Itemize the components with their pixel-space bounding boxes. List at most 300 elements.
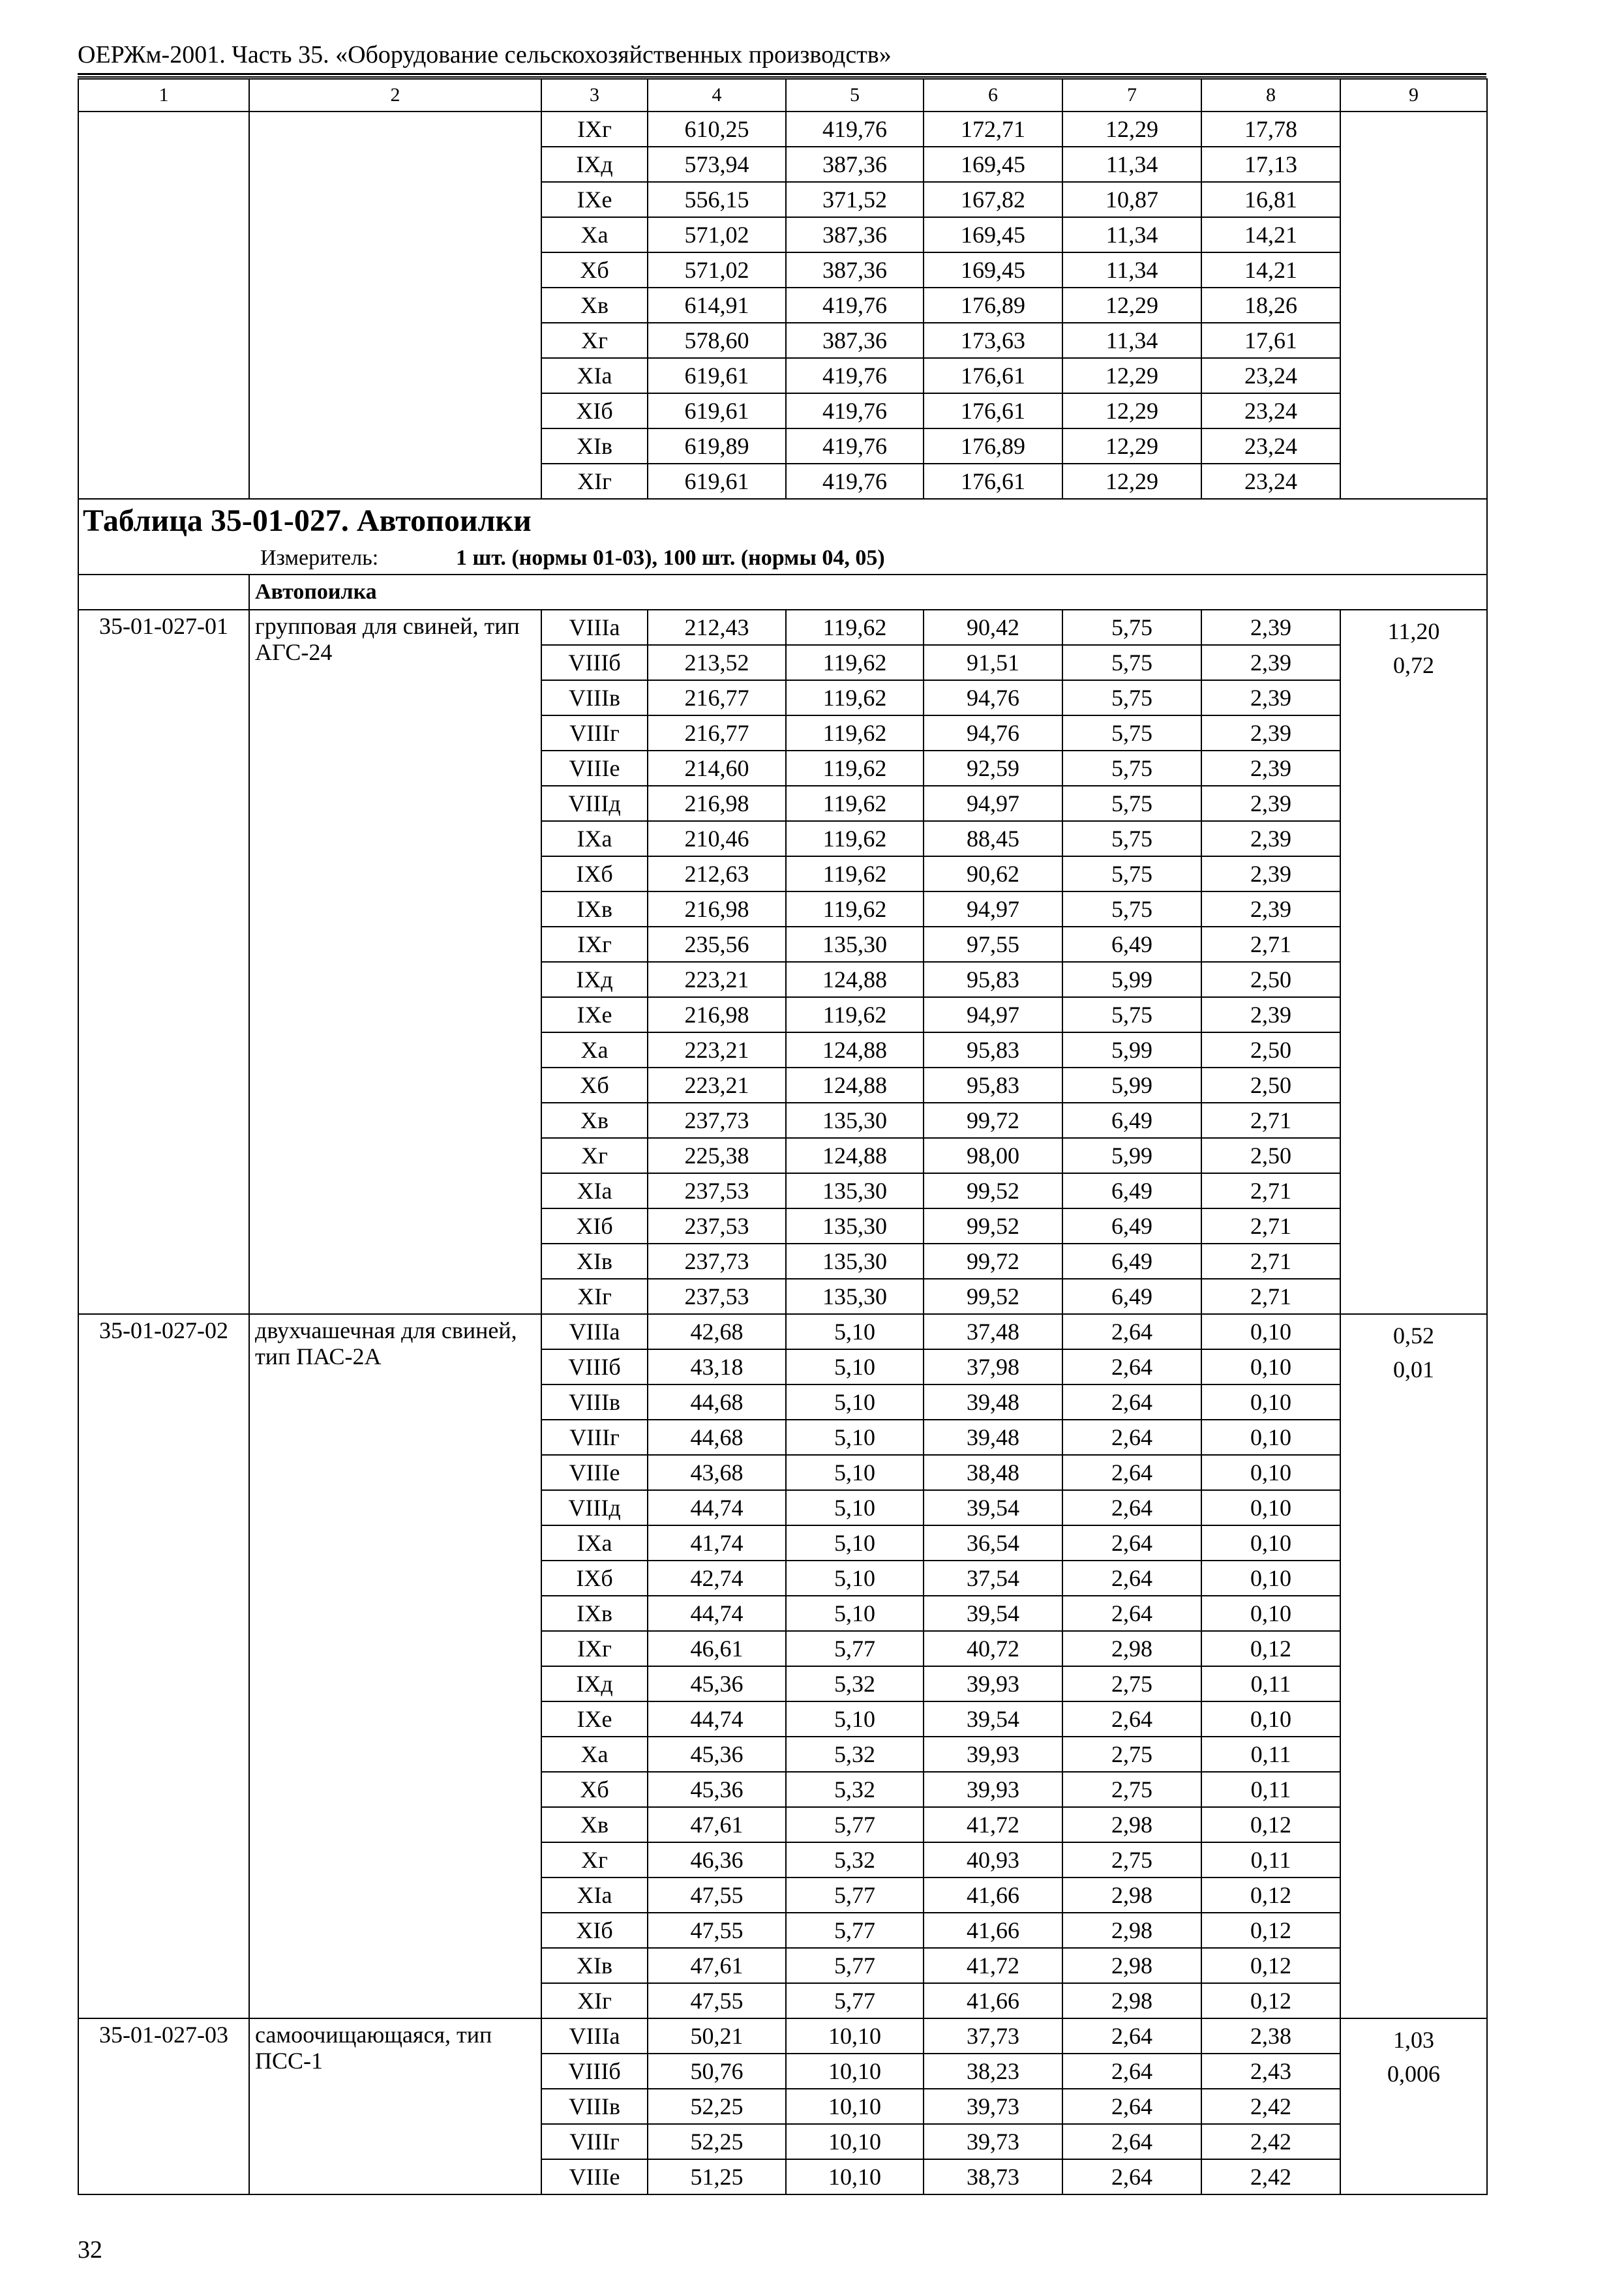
table-cell: 2,64 <box>1062 1420 1201 1455</box>
table-cell: Xа <box>541 1032 648 1068</box>
table-cell: XIб <box>541 1208 648 1244</box>
table-cell: VIIIг <box>541 2124 648 2159</box>
table-cell: 2,39 <box>1201 997 1340 1032</box>
table-cell: 2,71 <box>1201 1244 1340 1279</box>
table-cell: 212,63 <box>648 856 786 891</box>
table-cell: 37,73 <box>924 2018 1062 2054</box>
table-cell: 0,10 <box>1201 1490 1340 1525</box>
table-cell: 6,49 <box>1062 1103 1201 1138</box>
table-cell: 0,10 <box>1201 1525 1340 1561</box>
table-cell: 5,75 <box>1062 680 1201 715</box>
table-cell: 5,10 <box>786 1314 924 1349</box>
table-cell: 169,45 <box>924 217 1062 252</box>
norm-name: двухчашечная для свиней, тип ПАС-2А <box>249 1314 541 2018</box>
norms-table <box>78 78 1488 2195</box>
table-cell: 50,76 <box>648 2054 786 2089</box>
table-cell: 12,29 <box>1062 112 1201 147</box>
table-cell: 172,71 <box>924 112 1062 147</box>
table-cell: 119,62 <box>786 821 924 856</box>
table-cell: VIIIв <box>541 1384 648 1420</box>
table-cell: 6,49 <box>1062 1173 1201 1208</box>
table-cell: 37,54 <box>924 1561 1062 1596</box>
table-cell: 10,10 <box>786 2124 924 2159</box>
table-cell: 0,12 <box>1201 1913 1340 1948</box>
table-cell: 50,21 <box>648 2018 786 2054</box>
norm-name: самоочищающаяся, тип ПСС-1 <box>249 2018 541 2194</box>
table-cell: 40,72 <box>924 1631 1062 1666</box>
table-cell: 17,61 <box>1201 323 1340 358</box>
table-cell: 571,02 <box>648 217 786 252</box>
table-cell: 2,39 <box>1201 891 1340 927</box>
table-cell: 36,54 <box>924 1525 1062 1561</box>
table-cell: 5,77 <box>786 1631 924 1666</box>
table-cell: 2,98 <box>1062 1807 1201 1842</box>
table-cell: 2,39 <box>1201 751 1340 786</box>
table-cell: 5,99 <box>1062 962 1201 997</box>
table-cell: 571,02 <box>648 252 786 288</box>
table-cell: 39,93 <box>924 1772 1062 1807</box>
table-cell: 2,64 <box>1062 1314 1201 1349</box>
table-cell: IXе <box>541 1701 648 1737</box>
table-cell: 90,62 <box>924 856 1062 891</box>
table-cell: 2,64 <box>1062 2054 1201 2089</box>
table-cell: IXд <box>541 147 648 182</box>
table-cell: 99,52 <box>924 1208 1062 1244</box>
table-cell: XIг <box>541 1983 648 2018</box>
table-cell: VIIIд <box>541 786 648 821</box>
table-cell: 95,83 <box>924 1068 1062 1103</box>
norm-col9-value-a: 0,52 <box>1393 1323 1434 1349</box>
table-cell: 14,21 <box>1201 252 1340 288</box>
table-cell: 5,32 <box>786 1737 924 1772</box>
table-cell: 0,10 <box>1201 1349 1340 1384</box>
continuation-col9 <box>1340 112 1487 499</box>
table-cell: 40,93 <box>924 1842 1062 1878</box>
norm-col9-value-a: 1,03 <box>1393 2027 1434 2053</box>
table-cell: 39,73 <box>924 2124 1062 2159</box>
table-cell: IXе <box>541 182 648 217</box>
meter-row <box>78 543 1487 575</box>
table-cell: 98,00 <box>924 1138 1062 1173</box>
table-cell: IXг <box>541 1631 648 1666</box>
section-label: Автопоилка <box>249 575 1487 610</box>
table-cell: VIIIа <box>541 1314 648 1349</box>
norm-col9 <box>1340 1314 1487 2018</box>
table-cell: IXв <box>541 1596 648 1631</box>
table-cell: 0,12 <box>1201 1983 1340 2018</box>
table-cell: Xг <box>541 1842 648 1878</box>
table-cell: 23,24 <box>1201 393 1340 428</box>
table-cell: IXа <box>541 1525 648 1561</box>
table-cell: 173,63 <box>924 323 1062 358</box>
table-cell: 0,11 <box>1201 1772 1340 1807</box>
table-cell: 619,61 <box>648 393 786 428</box>
table-cell: VIIIв <box>541 2089 648 2124</box>
table-cell: 5,10 <box>786 1455 924 1490</box>
table-cell: 2,64 <box>1062 1349 1201 1384</box>
table-cell: VIIIе <box>541 751 648 786</box>
table-cell: VIIIа <box>541 2018 648 2054</box>
table-cell: 578,60 <box>648 323 786 358</box>
table-cell: 10,10 <box>786 2159 924 2194</box>
table-cell: 47,61 <box>648 1948 786 1983</box>
table-cell: Xб <box>541 252 648 288</box>
table-cell: 99,52 <box>924 1173 1062 1208</box>
table-cell: 176,61 <box>924 464 1062 499</box>
table-cell: 2,75 <box>1062 1737 1201 1772</box>
table-cell: VIIIв <box>541 680 648 715</box>
table-cell: 5,75 <box>1062 715 1201 751</box>
column-number: 6 <box>924 79 1062 112</box>
table-cell: 10,10 <box>786 2018 924 2054</box>
table-cell: 124,88 <box>786 1138 924 1173</box>
table-cell: 2,64 <box>1062 1701 1201 1737</box>
table-cell: 17,78 <box>1201 112 1340 147</box>
table-cell: 387,36 <box>786 323 924 358</box>
table-cell: 45,36 <box>648 1737 786 1772</box>
table-cell: 44,74 <box>648 1596 786 1631</box>
table-cell: 23,24 <box>1201 358 1340 393</box>
table-cell: 0,12 <box>1201 1807 1340 1842</box>
table-cell: 2,64 <box>1062 2089 1201 2124</box>
table-cell: 135,30 <box>786 927 924 962</box>
table-cell: 47,61 <box>648 1807 786 1842</box>
table-cell: 2,98 <box>1062 1913 1201 1948</box>
table-cell: 94,97 <box>924 891 1062 927</box>
table-cell: VIIIд <box>541 1490 648 1525</box>
table-cell: 47,55 <box>648 1913 786 1948</box>
table-cell: 0,10 <box>1201 1596 1340 1631</box>
table-cell: VIIIа <box>541 610 648 645</box>
table-cell: 176,61 <box>924 358 1062 393</box>
table-cell: 176,89 <box>924 288 1062 323</box>
table-cell: 2,71 <box>1201 1173 1340 1208</box>
table-cell: Xв <box>541 1807 648 1842</box>
table-cell: 387,36 <box>786 252 924 288</box>
table-cell: 44,74 <box>648 1490 786 1525</box>
table-cell: 419,76 <box>786 288 924 323</box>
table-cell: Xб <box>541 1772 648 1807</box>
table-cell: 216,77 <box>648 680 786 715</box>
table-cell: 17,13 <box>1201 147 1340 182</box>
table-cell: 43,68 <box>648 1455 786 1490</box>
table-cell: 39,93 <box>924 1737 1062 1772</box>
table-cell: 38,23 <box>924 2054 1062 2089</box>
table-cell: 237,53 <box>648 1208 786 1244</box>
table-cell: 94,97 <box>924 997 1062 1032</box>
table-cell: XIа <box>541 1878 648 1913</box>
table-cell: 2,38 <box>1201 2018 1340 2054</box>
table-cell: 2,43 <box>1201 2054 1340 2089</box>
table-cell: 2,64 <box>1062 1596 1201 1631</box>
table-cell: 5,10 <box>786 1349 924 1384</box>
table-cell: 41,66 <box>924 1878 1062 1913</box>
table-cell: VIIIб <box>541 1349 648 1384</box>
table-cell: 52,25 <box>648 2089 786 2124</box>
column-number: 3 <box>541 79 648 112</box>
table-cell: 6,49 <box>1062 1208 1201 1244</box>
table-cell: 90,42 <box>924 610 1062 645</box>
table-cell: 5,75 <box>1062 610 1201 645</box>
table-cell: 5,32 <box>786 1666 924 1701</box>
table-cell: Xа <box>541 217 648 252</box>
table-cell: XIв <box>541 428 648 464</box>
table-cell: 42,68 <box>648 1314 786 1349</box>
table-cell: 0,10 <box>1201 1420 1340 1455</box>
table-cell: 2,98 <box>1062 1948 1201 1983</box>
table-cell: 0,11 <box>1201 1737 1340 1772</box>
table-cell: 12,29 <box>1062 393 1201 428</box>
table-cell: 45,36 <box>648 1772 786 1807</box>
table-cell: 43,18 <box>648 1349 786 1384</box>
table-cell: 2,64 <box>1062 2124 1201 2159</box>
table-cell: IXг <box>541 112 648 147</box>
table-cell: 135,30 <box>786 1173 924 1208</box>
table-cell: IXа <box>541 821 648 856</box>
table-cell: 2,39 <box>1201 856 1340 891</box>
table-cell: IXб <box>541 1561 648 1596</box>
column-number: 1 <box>78 79 249 112</box>
page-number: 32 <box>78 2236 102 2264</box>
table-cell: 12,29 <box>1062 464 1201 499</box>
table-row <box>78 1314 1487 1349</box>
table-cell: 419,76 <box>786 112 924 147</box>
table-cell: IXд <box>541 1666 648 1701</box>
table-cell: 10,87 <box>1062 182 1201 217</box>
table-row <box>78 112 1487 147</box>
table-cell: 2,64 <box>1062 1384 1201 1420</box>
table-cell: 95,83 <box>924 1032 1062 1068</box>
table-cell: 2,71 <box>1201 1103 1340 1138</box>
table-cell: VIIIе <box>541 1455 648 1490</box>
table-cell: 619,61 <box>648 358 786 393</box>
table-cell: XIг <box>541 1279 648 1314</box>
column-number: 8 <box>1201 79 1340 112</box>
norm-name: групповая для свиней, тип АГС-24 <box>249 610 541 1314</box>
table-cell: 2,39 <box>1201 786 1340 821</box>
table-cell: 5,32 <box>786 1842 924 1878</box>
table-cell: 44,68 <box>648 1420 786 1455</box>
table-cell: 5,75 <box>1062 891 1201 927</box>
norm-col9 <box>1340 2018 1487 2194</box>
table-cell: 2,42 <box>1201 2124 1340 2159</box>
table-cell: 2,64 <box>1062 1490 1201 1525</box>
table-cell: Xв <box>541 288 648 323</box>
table-cell: 99,72 <box>924 1244 1062 1279</box>
table-cell: 39,54 <box>924 1490 1062 1525</box>
table-cell: 2,39 <box>1201 821 1340 856</box>
table-cell: 11,34 <box>1062 147 1201 182</box>
table-cell: 2,64 <box>1062 2018 1201 2054</box>
table-cell: 2,98 <box>1062 1878 1201 1913</box>
table-cell: 10,10 <box>786 2054 924 2089</box>
table-cell: 2,39 <box>1201 610 1340 645</box>
table-cell: 216,98 <box>648 891 786 927</box>
table-cell: 119,62 <box>786 786 924 821</box>
table-cell: 5,99 <box>1062 1032 1201 1068</box>
table-cell: 5,10 <box>786 1561 924 1596</box>
table-cell: 119,62 <box>786 715 924 751</box>
table-cell: 5,75 <box>1062 856 1201 891</box>
norm-code: 35-01-027-01 <box>78 610 249 1314</box>
table-cell: 99,72 <box>924 1103 1062 1138</box>
table-cell: 5,77 <box>786 1878 924 1913</box>
table-cell: 37,48 <box>924 1314 1062 1349</box>
table-cell: 41,72 <box>924 1807 1062 1842</box>
table-cell: 119,62 <box>786 645 924 680</box>
table-cell: 0,10 <box>1201 1314 1340 1349</box>
table-cell: 51,25 <box>648 2159 786 2194</box>
table-cell: 124,88 <box>786 1032 924 1068</box>
table-cell: 0,12 <box>1201 1948 1340 1983</box>
table-cell: 46,36 <box>648 1842 786 1878</box>
table-cell: 23,24 <box>1201 428 1340 464</box>
table-cell: 2,50 <box>1201 962 1340 997</box>
table-cell: 2,75 <box>1062 1842 1201 1878</box>
table-cell: 2,64 <box>1062 2159 1201 2194</box>
table-cell: 11,34 <box>1062 252 1201 288</box>
table-cell: 2,50 <box>1201 1138 1340 1173</box>
table-cell: 2,50 <box>1201 1068 1340 1103</box>
table-cell: 0,10 <box>1201 1561 1340 1596</box>
table-cell: VIIIб <box>541 645 648 680</box>
table-cell: 216,98 <box>648 786 786 821</box>
table-cell: 52,25 <box>648 2124 786 2159</box>
table-cell: 176,89 <box>924 428 1062 464</box>
table-cell: 45,36 <box>648 1666 786 1701</box>
table-cell: VIIIг <box>541 715 648 751</box>
table-cell: Xг <box>541 1138 648 1173</box>
table-cell: 237,73 <box>648 1244 786 1279</box>
column-numbers-row <box>78 79 1487 112</box>
table-cell: 5,77 <box>786 1913 924 1948</box>
table-cell: 419,76 <box>786 393 924 428</box>
norm-col9 <box>1340 610 1487 1314</box>
table-cell: 176,61 <box>924 393 1062 428</box>
table-cell: 5,77 <box>786 1807 924 1842</box>
table-cell: 39,54 <box>924 1596 1062 1631</box>
table-cell: 37,98 <box>924 1349 1062 1384</box>
table-cell: XIа <box>541 358 648 393</box>
table-cell: 0,10 <box>1201 1384 1340 1420</box>
table-cell: 5,10 <box>786 1384 924 1420</box>
table-cell: 5,77 <box>786 1983 924 2018</box>
table-cell: 47,55 <box>648 1878 786 1913</box>
table-cell: 216,77 <box>648 715 786 751</box>
table-cell: VIIIг <box>541 1420 648 1455</box>
table-cell: 2,64 <box>1062 1455 1201 1490</box>
table-cell: XIа <box>541 1173 648 1208</box>
table-cell: 135,30 <box>786 1103 924 1138</box>
table-cell: IXд <box>541 962 648 997</box>
norm-col9-value-b: 0,006 <box>1387 2061 1440 2087</box>
table-cell: 41,74 <box>648 1525 786 1561</box>
section-empty-cell <box>78 575 249 610</box>
table-cell: 2,39 <box>1201 680 1340 715</box>
table-cell: 2,71 <box>1201 1208 1340 1244</box>
table-cell: 2,42 <box>1201 2159 1340 2194</box>
table-cell: 119,62 <box>786 680 924 715</box>
meter <box>78 543 1487 575</box>
table-title-row <box>78 499 1487 543</box>
table-cell: 41,72 <box>924 1948 1062 1983</box>
table-cell: 2,71 <box>1201 1279 1340 1314</box>
norm-col9-value-b: 0,01 <box>1393 1356 1434 1383</box>
column-number: 4 <box>648 79 786 112</box>
table-cell: XIб <box>541 393 648 428</box>
table-cell: 556,15 <box>648 182 786 217</box>
table-cell: 135,30 <box>786 1244 924 1279</box>
table-cell: 97,55 <box>924 927 1062 962</box>
section-row <box>78 575 1487 610</box>
table-cell: XIв <box>541 1948 648 1983</box>
table-cell: 5,10 <box>786 1490 924 1525</box>
table-cell: Xа <box>541 1737 648 1772</box>
table-cell: 39,48 <box>924 1384 1062 1420</box>
table-cell: 419,76 <box>786 358 924 393</box>
table-cell: 5,75 <box>1062 751 1201 786</box>
table-cell: IXв <box>541 891 648 927</box>
table-cell: 2,75 <box>1062 1666 1201 1701</box>
table-cell: 223,21 <box>648 1068 786 1103</box>
table-cell: 6,49 <box>1062 1279 1201 1314</box>
continuation-name <box>249 112 541 499</box>
table-cell: 119,62 <box>786 891 924 927</box>
table-cell: 614,91 <box>648 288 786 323</box>
table-cell: IXе <box>541 997 648 1032</box>
continuation-code <box>78 112 249 499</box>
table-cell: 135,30 <box>786 1279 924 1314</box>
table-cell: 135,30 <box>786 1208 924 1244</box>
norm-code: 35-01-027-03 <box>78 2018 249 2194</box>
table-cell: 5,10 <box>786 1701 924 1737</box>
table-cell: Xб <box>541 1068 648 1103</box>
table-cell: 0,12 <box>1201 1631 1340 1666</box>
table-cell: 223,21 <box>648 1032 786 1068</box>
table-cell: 214,60 <box>648 751 786 786</box>
table-cell: 39,48 <box>924 1420 1062 1455</box>
table-cell: 2,64 <box>1062 1525 1201 1561</box>
meter-label: Измеритель: <box>260 546 379 570</box>
table-cell: 216,98 <box>648 997 786 1032</box>
table-cell: 119,62 <box>786 856 924 891</box>
table-cell: 387,36 <box>786 217 924 252</box>
table-cell: 0,10 <box>1201 1701 1340 1737</box>
table-cell: 169,45 <box>924 252 1062 288</box>
table-cell: 2,75 <box>1062 1772 1201 1807</box>
table-cell: 18,26 <box>1201 288 1340 323</box>
table-cell: 2,39 <box>1201 645 1340 680</box>
table-cell: 0,12 <box>1201 1878 1340 1913</box>
table-cell: 119,62 <box>786 751 924 786</box>
table-cell: 167,82 <box>924 182 1062 217</box>
table-cell: 210,46 <box>648 821 786 856</box>
meter-value: 1 шт. (нормы 01-03), 100 шт. (нормы 04, 05) <box>456 546 885 570</box>
table-cell: 619,61 <box>648 464 786 499</box>
table-cell: 23,24 <box>1201 464 1340 499</box>
table-cell: 5,75 <box>1062 821 1201 856</box>
table-cell: 0,10 <box>1201 1455 1340 1490</box>
table-cell: XIг <box>541 464 648 499</box>
table-cell: 619,89 <box>648 428 786 464</box>
table-cell: 419,76 <box>786 464 924 499</box>
table-cell: 92,59 <box>924 751 1062 786</box>
table-cell: 2,98 <box>1062 1983 1201 2018</box>
table-cell: 39,73 <box>924 2089 1062 2124</box>
table-cell: 5,77 <box>786 1948 924 1983</box>
table-cell: 2,42 <box>1201 2089 1340 2124</box>
table-cell: IXг <box>541 927 648 962</box>
